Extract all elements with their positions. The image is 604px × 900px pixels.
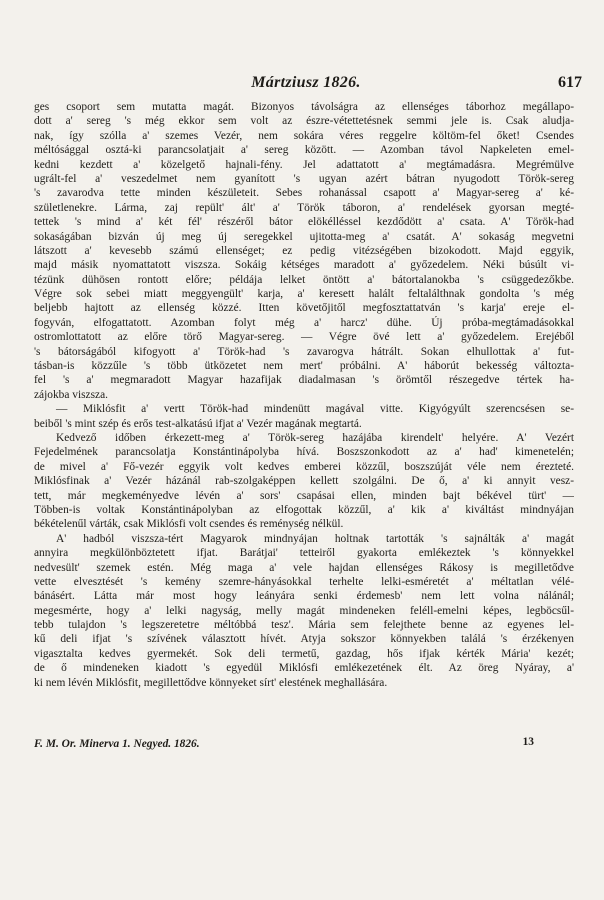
text-line: zájokba viszsza. bbox=[34, 388, 109, 401]
page-header bbox=[30, 74, 582, 98]
text-line: Többen-is voltak Konstántinápolyban az elfogottak közzűl, a' kik a' kiváltást mindnyájan bbox=[34, 503, 574, 516]
text-line: tebb tulajdon 's legszeretetre méltóbbá tesz'. Mária sem felejthete benne az egyenes lel- bbox=[34, 619, 574, 632]
text-line: megesmérte, hogy a' lelki nagyság, melly magát mindeneken feléll-emelni képes, legböcsűl- bbox=[34, 604, 574, 617]
text-line: ugrált-fel a' veszedelmet nem gyanított 's ugyan azért bátran nyugodott Török-sereg bbox=[34, 172, 574, 185]
text-line: méltósággal osztá-ki parancsolatjait a' sereg között. — Azomban távol Napkeleten emel- bbox=[34, 144, 574, 157]
text-line: vette elvesztését 's kemény szemre-hányásokkal terhelte lelki-esméretét a' méltatlan vélé- bbox=[34, 575, 574, 588]
text-line: Végre sok sebei miatt meggyengült' karja, a' keresett halált feltalálthnak gondolta 's még bbox=[34, 288, 574, 301]
text-line: látszott a' kevesebb számú ellenséget; ez pedig vitézségében bizokodott. Majd eggyik, bbox=[34, 244, 574, 257]
text-line: beiből 's mint szép és erős test-alkatású ifjat a' Vezér magának megtartá. bbox=[34, 417, 362, 430]
text-line: — Miklósfit a' vertt Török-had mindenütt magával vitte. Kigyógyúlt szerencsésen se- bbox=[56, 403, 574, 416]
text-line: de ő mindeneken kiadott 's egyedül Miklósfi emlékezetének élt. Az öreg Nyáray, a' bbox=[34, 662, 574, 675]
text-line: ges csoport sem mutatta magát. Bizonyos távolságra az ellenséges táborhoz megállapo- bbox=[34, 101, 574, 113]
text-line: kű deli ifjat 's szívének választott hívét. Atyja sokszor könnyekben találá 's érzékenyen bbox=[34, 633, 574, 646]
page-number: 617 bbox=[558, 74, 582, 91]
page-title: Mártziusz 1826. bbox=[251, 74, 361, 91]
text-line: beljebb hajtott az ellenség közzé. Itten követőjitől megfosztattatván 's karja' ereje el- bbox=[34, 302, 574, 315]
body-text bbox=[34, 100, 574, 690]
text-line: békételenűl várták, csak Miklósfi volt csendes és reménység nélkül. bbox=[34, 518, 344, 531]
text-line: nedvesült' szemek estén. Még maga a' vele hajdan ellenséges Rákosy is megilletődve bbox=[34, 561, 574, 574]
text-line: dott a' sereg 's még ekkor sem volt az észre-vétettetésnek semmi jele is. Csak aludja- bbox=[34, 115, 574, 128]
text-line: nak, így szólla a' szemes Vezér, nem sokára véres reggelre költöm-fel őket! Csendes bbox=[34, 129, 574, 142]
signature-number: 13 bbox=[522, 736, 534, 748]
text-line: tásban-is közzűle 's több ütközetet nem mert' próbálni. A' háborút bekesség változta- bbox=[34, 360, 574, 373]
text-line: tézünk dühösen rontott előre; példája lelket öntött a' bátortalanokba 's csüggedezőkbe. bbox=[34, 273, 574, 286]
text-line: tett, már megkeményedve lévén a' sors' csapásai ellen, minden bajt békével türt' — bbox=[34, 489, 574, 502]
text-line: 's bátorságából kifogyott a' Török-had 's zavarogva hátrált. Sokan elhullottak a' fut- bbox=[34, 345, 574, 358]
text-line: Kedvező időben érkezett-meg a' Török-sereg hazájába kirendelt' helyére. A' Vezért bbox=[56, 431, 574, 444]
text-line: ostromlottatott az előre törő Magyar-sereg. — Végre övé lett a' győzedelem. Erejéből bbox=[34, 331, 574, 344]
text-line: kedni kezdett a' közelgető hajnali-fény. Jel adattatott a' megtámadásra. Megrémülve bbox=[34, 158, 574, 171]
text-line: vigasztalta kedves gyermekét. Sok deli termetű, gazdag, hős ifjak kérték Mária' kezét; bbox=[34, 647, 574, 660]
text-line: fogyván, elfogattatott. Azomban folyt még a' harcz' dühe. Új próba-megtámadásokkal bbox=[34, 316, 574, 329]
text-line: tettek 's mind a' két fél' részéről bátor elökélléssel kezdődött a' csata. A' Török-had bbox=[34, 216, 574, 229]
page-footer bbox=[34, 738, 574, 754]
printer-signature: F. M. Or. Minerva 1. Negyed. 1826. bbox=[34, 738, 200, 750]
text-line: majd másik nyomattatott viszsza. Sokáig kétséges maradott a' győzedelem. Néki búsúlt vi- bbox=[34, 259, 574, 272]
text-line: 's zavarodva tette minden készületeit. Sebes rohanással csapott a' Magyar-sereg a' ké- bbox=[34, 187, 574, 200]
text-line: Fejedelmének parancsolatja Konstántinápolyba hívá. Boszszonkodott az a' had' kimenetelén; bbox=[34, 446, 574, 459]
text-line: fel 's a' megmaradott Magyar hazafijak diadalmasan 's örömtől részegedve tértek ha- bbox=[34, 374, 574, 387]
text-line: annyira megkülönböztetett ifjat. Barátjai' tetteiről gyakorta emlékeztek 's könnyekkel bbox=[34, 547, 574, 560]
text-line: születlenekre. Lárma, zaj repült' ált' a' Török táboron, a' rendelések gyorsan megté- bbox=[34, 201, 574, 214]
text-line: de mivel a' Fő-vezér eggyik volt kedves emberei közzűl, boszszúját véle nem érezteté. bbox=[34, 460, 574, 473]
text-line: bánásért. Látta már most hogy leányára senki érdemesb' nem lett volna nálánál; bbox=[34, 590, 574, 603]
text-line: sokaságában bizván új meg új seregekkel ujitotta-meg a' csatát. A' sokaság megvetni bbox=[34, 230, 574, 243]
text-line: A' hadból viszsza-tért Magyarok mindnyájan holtnak tartották 's sajnálták a' magát bbox=[56, 532, 574, 545]
text-line: Miklósfinak a' Vezér házánál rab-szolgaképpen kellett szolgálni. De ő, a' ki annyit vesz- bbox=[34, 475, 574, 488]
text-line: ki nem lévén Miklósfit, megillettődve könnyeket sírt' elestének meghallására. bbox=[34, 676, 388, 689]
